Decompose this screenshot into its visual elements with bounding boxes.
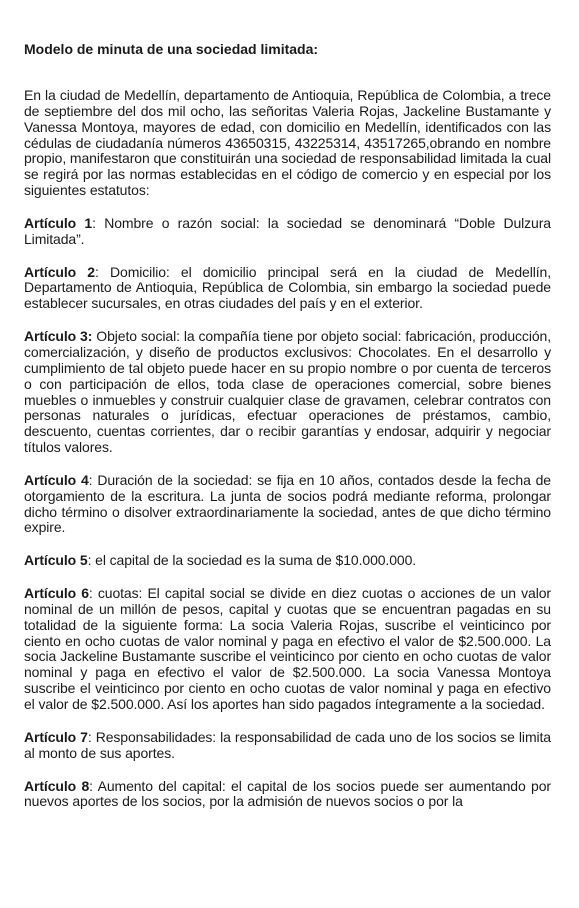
article-label: Artículo 3: [24, 328, 93, 345]
article-5 [24, 553, 551, 569]
article-label: Artículo 1 [24, 214, 93, 231]
article-text: : el capital de la sociedad es la suma de $10.000.000. [87, 552, 417, 569]
article-text: : Domicilio: el domicilio principal será en la ciudad de Medellín, Departamento de Antioquia, República de Colombia, sin embargo la sociedad puede establecer sucursales, en otras ciudades del país y en el exterior. [24, 263, 551, 312]
article-7 [24, 730, 551, 762]
article-label: Artículo 5 [24, 552, 88, 569]
article-text: : Aumento del capital: el capital de los socios puede ser aumentando por nuevos aportes de los socios, por la admisión de nuevos socios o por la [24, 777, 551, 810]
document-title: Modelo de minuta de una sociedad limitada: [24, 41, 319, 57]
article-4 [24, 473, 551, 536]
article-3 [24, 329, 551, 456]
article-label: Artículo 8 [24, 777, 90, 794]
article-text: Objeto social: la compañía tiene por objeto social: fabricación, producción, comercialización, y diseño de productos exclusivos: Chocolates. En el desarrollo y cumplimiento de tal objeto puede hacer en su propio nombre o por cuenta de terceros o con participación de ellos, toda clase de operaciones comercial, sobre bienes muebles o inmuebles y construir cualquier clase de gravamen, celebrar contratos con personas naturales o jurídicas, efectuar operaciones de préstamos, cambio, descuento, cuentas corrientes, dar o recibir garantías y endosar, adquirir y negociar títulos valores. [24, 328, 551, 456]
article-label: Artículo 4 [24, 471, 89, 488]
article-6 [24, 586, 551, 713]
article-1 [24, 216, 551, 248]
article-2 [24, 265, 551, 313]
article-label: Artículo 2 [24, 263, 95, 280]
document-page [24, 41, 551, 827]
article-label: Artículo 7 [24, 728, 88, 745]
intro-paragraph: En la ciudad de Medellín, departamento de Antioquia, República de Colombia, a trece de septiembre del dos mil ocho, las señoritas Valeria Rojas, Jackeline Bustamante y Vanessa Montoya, mayores de edad, con domicilio en Medellín, identificados con las cédulas de ciudadanía números 43650315, 43225314, 43517265,obrando en nombre propio, manifestaron que constituirán una sociedad de responsabilidad limitada la cual se regirá por las normas establecidas en el código de comercio y en especial por los siguientes estatutos: [24, 87, 551, 199]
article-text: : Responsabilidades: la responsabilidad de cada uno de los socios se limita al monto de sus aportes. [24, 728, 551, 761]
article-text: : cuotas: El capital social se divide en diez cuotas o acciones de un valor nominal de un millón de pesos, capital y cuotas que se encuentran pagadas en su totalidad de la siguiente forma: La socia Valeria Rojas, suscribe el veinticinco por ciento en ocho cuotas de valor nominal y paga en efectivo el valor de $2.500.000. La socia Jackeline Bustamante suscribe el veinticinco por ciento en ocho cuotas de valor nominal y paga en efectivo el valor de $2.500.000. La socia Vanessa Montoya suscribe el veinticinco por ciento en ocho cuotas de valor nominal y paga en efectivo el valor de $2.500.000. Así los aportes han sido pagados íntegramente a la sociedad. [24, 585, 551, 712]
article-text: : Nombre o razón social: la sociedad se denominará “Doble Dulzura Limitada”. [24, 214, 551, 247]
article-text: : Duración de la sociedad: se fija en 10 años, contados desde la fecha de otorgamiento de la escritura. La junta de socios podrá mediante reforma, prolongar dicho término o disolver extraordinariamente la sociedad, antes de que dicho término expire. [24, 471, 551, 536]
article-8 [24, 779, 551, 811]
article-label: Artículo 6 [24, 585, 89, 602]
